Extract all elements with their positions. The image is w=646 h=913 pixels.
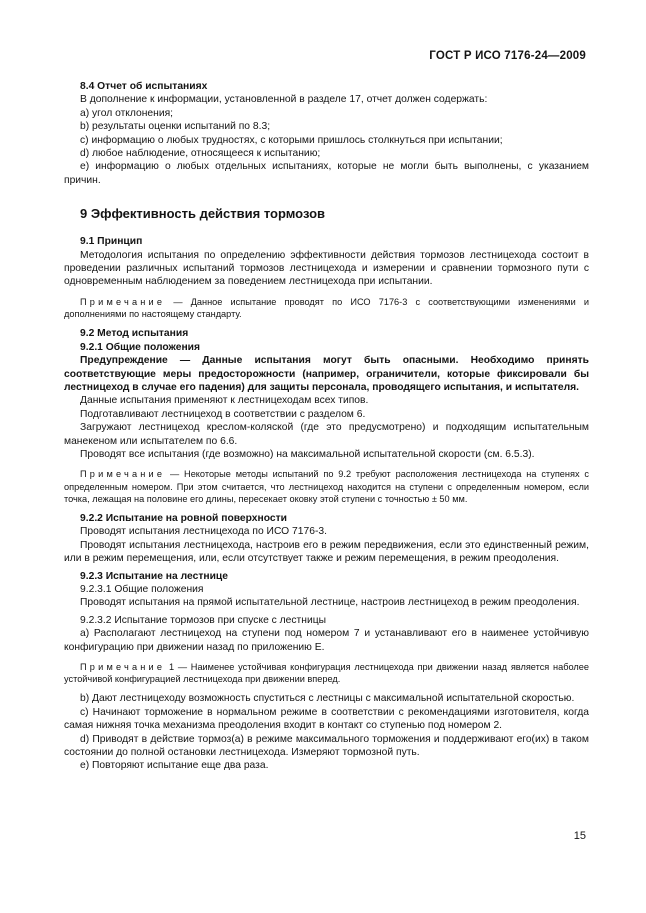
report-item-b: b) результаты оценки испытаний по 8.3; xyxy=(80,121,271,133)
section-9-2-title: 9.2 Метод испытания xyxy=(80,328,189,340)
report-item-a: a) угол отклонения; xyxy=(80,107,174,119)
note-label: Примечание xyxy=(80,296,166,307)
paragraph-9-2-1-2: Подготавливают лестницеход в соответствии с разделом 6. xyxy=(80,408,366,420)
section-8-4-title: 8.4 Отчет об испытаниях xyxy=(80,81,208,92)
page-number: 15 xyxy=(573,830,586,842)
note-text: — Некоторые методы испытаний по 9.2 требуют расположения лестницехода на ступенях с определенным номером. При этом считается, что лестницеход находится на ступени с определенным номером, если точка, лежащая на половине его длины, пересекает оковку этой ступени с точностью ± 50 мм. xyxy=(64,469,589,504)
step-e: e) Повторяют испытание еще два раза. xyxy=(80,760,269,772)
document-code-header: ГОСТ Р ИСО 7176-24—2009 xyxy=(429,50,586,62)
document-body xyxy=(64,80,589,773)
step-c: c) Начинают торможение в нормальном режиме в соответствии с рекомендациями изготовителя, когда самая нижняя точка механизма преодоления входит в контакт со ступенью под номером 2. xyxy=(64,706,589,732)
note-9-1 xyxy=(64,296,589,320)
section-9-2-3-2-title: 9.2.3.2 Испытание тормозов при спуске с лестницы xyxy=(80,614,327,626)
section-9-2-2-title: 9.2.2 Испытание на ровной поверхности xyxy=(80,512,288,524)
paragraph-9-2-3-1: Проводят испытания на прямой испытательной лестнице, настроив лестницеход в режим преодоления. xyxy=(80,597,580,609)
section-9-2-3-title: 9.2.3 Испытание на лестнице xyxy=(80,570,228,582)
note-text: — Данное испытание проводят по ИСО 7176-3 с соответствующими изменениями и дополнениями по настоящему стандарту. xyxy=(64,296,589,320)
section-9-2-3-1-title: 9.2.3.1 Общие положения xyxy=(80,583,204,595)
step-b: b) Дают лестницеходу возможность спуститься с лестницы с максимальной испытательной скоростью. xyxy=(80,693,575,705)
warning-text: Предупреждение — Данные испытания могут быть опасными. Необходимо принять соответствующие меры предосторожности (например, ограничители, которые фиксировали бы лестницеход в случае его падения) для защиты персонала, проводящего испытания, и испытателя. xyxy=(64,355,589,393)
note-9-2-3-2 xyxy=(64,661,589,685)
note-9-2 xyxy=(64,468,589,505)
section-8-4-intro: В дополнение к информации, установленной в разделе 17, отчет должен содержать: xyxy=(80,94,488,106)
paragraph-9-2-1-3: Загружают лестницеход креслом-коляской (где это предусмотрено) и подходящим испытательным манекеном или испытателем по 6.6. xyxy=(64,422,589,447)
section-9-1-title: 9.1 Принцип xyxy=(80,236,143,248)
paragraph-9-2-1-1: Данные испытания применяют к лестницеходам всех типов. xyxy=(80,395,369,407)
note-label: Примечание xyxy=(80,469,166,480)
report-item-c: c) информацию о любых трудностях, с которыми пришлось столкнуться при испытании; xyxy=(80,134,503,146)
report-item-e: e) информацию о любых отдельных испытаниях, которые не могли быть выполнены, с указанием причин. xyxy=(64,161,589,186)
paragraph-9-2-2-1: Проводят испытания лестницехода по ИСО 7176-3. xyxy=(80,526,327,538)
report-item-d: d) любое наблюдение, относящееся к испытанию; xyxy=(80,148,321,160)
note-label: Примечание xyxy=(80,662,166,673)
paragraph-9-2-1-4: Проводят все испытания (где возможно) на максимальной испытательной скорости (см. 6.5.3). xyxy=(80,448,535,460)
step-a: a) Располагают лестницеход на ступени под номером 7 и устанавливают его в наименее устойчивую конфигурацию при движении назад по приложению Е. xyxy=(64,628,589,653)
section-9-title: 9 Эффективность действия тормозов xyxy=(80,206,326,222)
note-text: 1 — Наименее устойчивая конфигурация лестницехода при движении назад является наболее устойчивой конфигурацией лестницехода при движении вперед. xyxy=(64,662,589,685)
section-9-2-1-title: 9.2.1 Общие положения xyxy=(80,341,200,353)
paragraph-9-2-2-2: Проводят испытания лестницехода, настроив его в режим передвижения, если это единственный режим, или в режим перемещения, или, если отсутствует также и режим перемещения, в режим преодоления. xyxy=(64,539,589,565)
step-d: d) Приводят в действие тормоз(а) в режиме максимального торможения и поддерживают его(их) в таком состоянии до полной остановки лестницехода. Измеряют тормозной путь. xyxy=(64,733,589,759)
section-9-1-text: Методология испытания по определению эффективности действия тормозов лестницехода состоит в проведении различных испытаний тормозов лестницехода и измерении и сравнении тормозного пути с одновременным наблюдением за поведением лестницехода при испытании. xyxy=(64,249,589,288)
